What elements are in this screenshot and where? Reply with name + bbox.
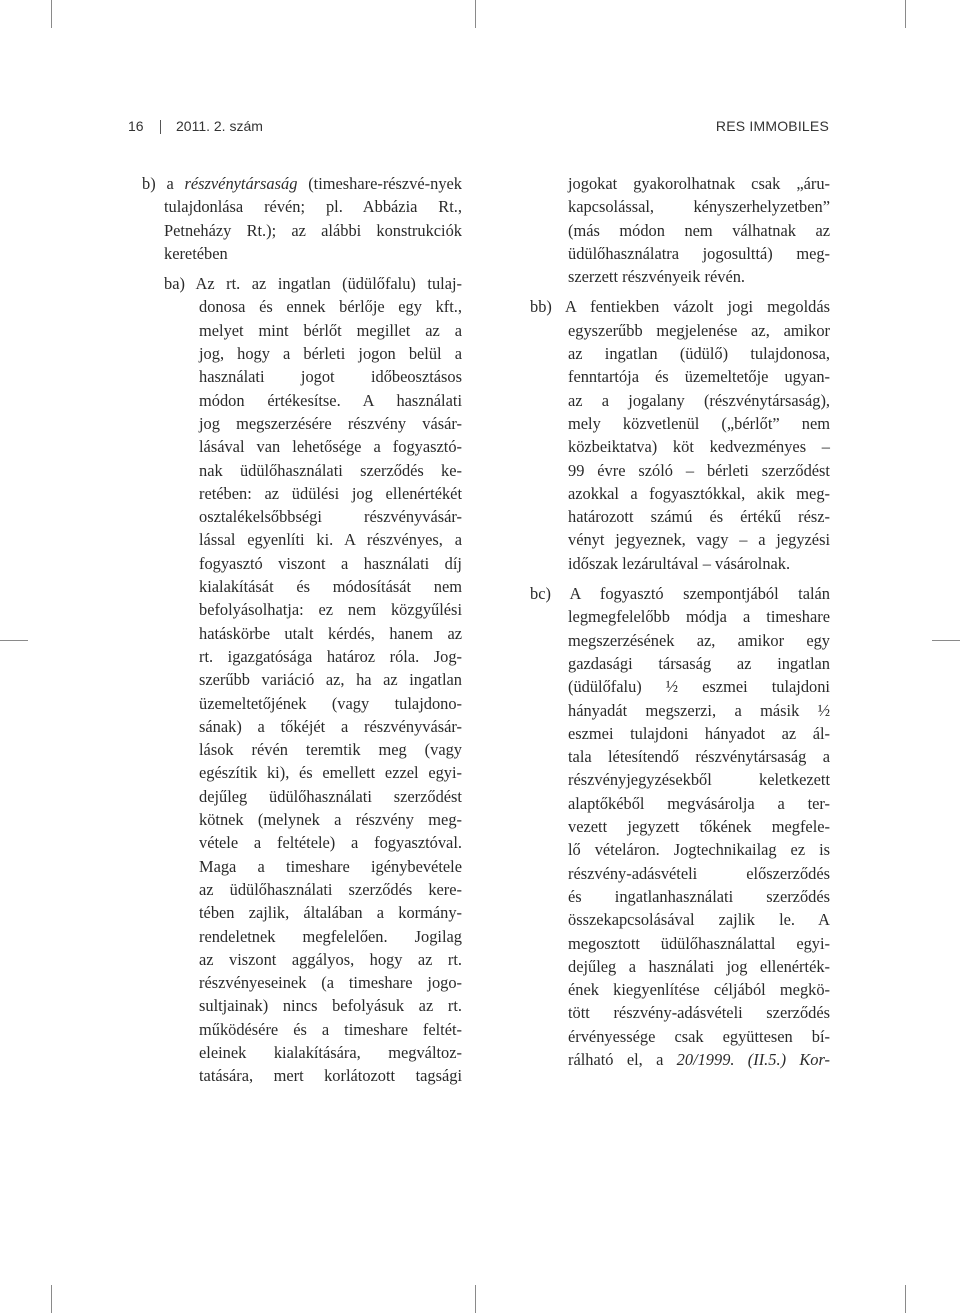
crop-mark-right-mid — [932, 640, 960, 641]
text-line: dejűleg a használati jog ellenérték- — [568, 956, 830, 976]
text-line: egyszerűbb megjelenése az, amikor — [568, 320, 830, 340]
text-line: üzemeltetőjének (vagy tulajdono- — [199, 693, 462, 713]
text-line: befolyásolhatja: ez nem közgyűlési — [199, 600, 462, 620]
text-line: jog megszerzésére részvény vásár- — [199, 413, 462, 433]
text-line: részvényeseinek (a timeshare jogo- — [199, 973, 462, 993]
header-separator — [160, 120, 161, 134]
text-line: sának) a tőkéjét a részvényvásár- — [199, 716, 462, 736]
text-line: donosa és ennek bérlője egy kft., — [199, 297, 462, 317]
text-line: eleinek kialakítására, megváltoz- — [199, 1042, 462, 1062]
text-line: megosztott üdülőhasználattal egyi- — [568, 933, 830, 953]
paragraph-gap — [530, 575, 830, 582]
text-line: (más módon nem válhatnak az — [568, 220, 830, 240]
text-line: mely közvetlenül („bérlőt” nem — [568, 413, 830, 433]
text-line: legmegfelelőbb módja a timeshare — [568, 607, 830, 627]
text-line: összekapcsolásával zajlik le. A — [568, 910, 830, 930]
text-line: kötnek (melynek a részvény meg- — [199, 810, 462, 830]
text-line: nak üdülőhasználati szerződés ke- — [199, 460, 462, 480]
text-line: szerűbb variáció az, ha az ingatlan — [199, 670, 462, 690]
text-line: hatáskörbe utalt kérdés, hanem az — [199, 623, 462, 643]
text-line: rendeletnek megfelelően. Jogilag — [199, 926, 462, 946]
text-line: osztalékelsőbbségi részvényvásár- — [199, 507, 462, 527]
text-line: jog, hogy a bérleti jogon belül a — [199, 344, 462, 364]
text-line: ba) Az rt. az ingatlan (üdülőfalu) tulaj- — [164, 274, 462, 294]
journal-title: RES IMMOBILES — [715, 118, 829, 134]
text-line: szerzett részvényeik révén. — [568, 267, 746, 287]
text-line: melyet mint bérlőt megillet az a — [199, 320, 462, 340]
text-line: fenntartója és üzemeltetője ugyan- — [568, 367, 830, 387]
text-line: ének kiegyenlítése céljából megkö- — [568, 980, 830, 1000]
text-line: érvényessége csak együttesen bí- — [568, 1026, 830, 1046]
text-line: közbeiktatva) köt kedvezményes – — [568, 437, 830, 457]
text-line: időszak lezárultával – vásárolnak. — [568, 553, 791, 573]
crop-mark-left-mid — [0, 640, 28, 641]
text-line: az viszont aggályos, hogy az rt. — [199, 949, 462, 969]
text-line: tulajdonlása révén; pl. Abbázia Rt., — [164, 197, 462, 217]
page-number: 16 — [128, 118, 144, 134]
text-line: gazdasági társaság az ingatlan — [568, 653, 830, 673]
text-line: eszmei tulajdoni hányadot az ál- — [568, 723, 830, 743]
text-line: (üdülőfalu) ½ eszmei tulajdoni — [568, 677, 830, 697]
crop-mark-top-right — [905, 0, 906, 28]
text-line: tatására, mert korlátozott tagsági — [199, 1066, 462, 1086]
text-line: működésére és a timeshare feltét- — [199, 1019, 462, 1039]
text-line: részvényjegyzésekből keletkezett — [568, 770, 830, 790]
crop-mark-top-mid — [475, 0, 476, 28]
text-line: részvény-adásvételi előszerződés — [568, 863, 830, 883]
text-line: lásával van lehetősége a fogyasztó- — [199, 437, 462, 457]
text-line: egészítik ki), és emellett ezzel egyi- — [199, 763, 462, 783]
crop-mark-bottom-mid — [475, 1285, 476, 1313]
text-line: megszerzésének az, amikor egy — [568, 630, 830, 650]
crop-mark-bottom-right — [905, 1285, 906, 1313]
text-line: Petneházy Rt.); az alábbi konstrukciók — [164, 220, 462, 240]
text-line: lások révén teremtik meg (vagy — [199, 740, 462, 760]
text-line: b) a részvénytársaság (timeshare-részvé-nyek — [142, 174, 462, 193]
text-line: fogyasztó viszont a használati díj — [199, 553, 462, 573]
text-line: kapcsolással, kényszerhelyzetben” — [568, 197, 830, 217]
text-line: tött részvény-adásvételi szerződés — [568, 1003, 830, 1023]
running-header — [128, 118, 829, 142]
text-line: rálható el, a 20/1999. (II.5.) Kor- — [568, 1049, 830, 1069]
text-line: retében: az üdülési jog ellenértékét — [199, 483, 462, 503]
paragraph-gap — [530, 288, 830, 295]
paragraph-gap — [142, 265, 462, 272]
text-line: használati jogot időbeosztásos — [199, 367, 462, 387]
text-line: keretében — [164, 243, 228, 263]
left-text-column — [142, 172, 462, 1088]
text-line: alaptőkéből megvásárolja a ter- — [568, 793, 830, 813]
text-line: az a jogalany (részvénytársaság), — [568, 390, 830, 410]
issue-label: 2011. 2. szám — [176, 118, 263, 134]
text-line: üdülőhasználatra jogosulttá) meg- — [568, 243, 830, 263]
text-line: dejűleg üdülőhasználati szerződést — [199, 786, 462, 806]
text-line: tében zajlik, általában a kormány- — [199, 903, 462, 923]
text-line: azokkal a fogyasztókkal, akik meg- — [568, 483, 830, 503]
text-line: sultjainak) nincs befolyásuk az rt. — [199, 996, 462, 1016]
text-line: Maga a timeshare igénybevétele — [199, 856, 462, 876]
text-line: vétele a feltétele) a fogyasztóval. — [199, 833, 462, 853]
crop-mark-top-left — [51, 0, 52, 28]
text-line: 99 évre szóló – bérleti szerződést — [568, 460, 830, 480]
text-line: hányadát megszerzi, a másik ½ — [568, 700, 830, 720]
text-line: vezett jegyzett tőkének megfele- — [568, 817, 830, 837]
text-line: lással egyenlíti ki. A részvényes, a — [199, 530, 462, 550]
text-line: rt. igazgatósága határoz róla. Jog- — [199, 646, 462, 666]
text-line: és ingatlanhasználati szerződés — [568, 886, 830, 906]
text-line: lő vételáron. Jogtechnikailag ez is — [568, 840, 830, 860]
text-line: bc) A fogyasztó szempontjából talán — [530, 584, 830, 604]
text-line: kialakítását és módosítását nem — [199, 577, 462, 597]
crop-mark-bottom-left — [51, 1285, 52, 1313]
text-line: módon értékesítse. A használati — [199, 390, 462, 410]
text-line: vényt jegyeznek, vagy – a jegyzési — [568, 530, 830, 550]
text-line: bb) A fentiekben vázolt jogi megoldás — [530, 297, 830, 317]
text-line: az ingatlan (üdülő) tulajdonosa, — [568, 344, 830, 364]
text-line: az üdülőhasználati szerződés kere- — [199, 879, 462, 899]
text-line: jogokat gyakorolhatnak csak „áru- — [568, 174, 830, 193]
right-text-column — [530, 172, 830, 1071]
text-line: határozott számú és értékű rész- — [568, 507, 830, 527]
text-line: tala létesítendő részvénytársaság a — [568, 747, 830, 767]
